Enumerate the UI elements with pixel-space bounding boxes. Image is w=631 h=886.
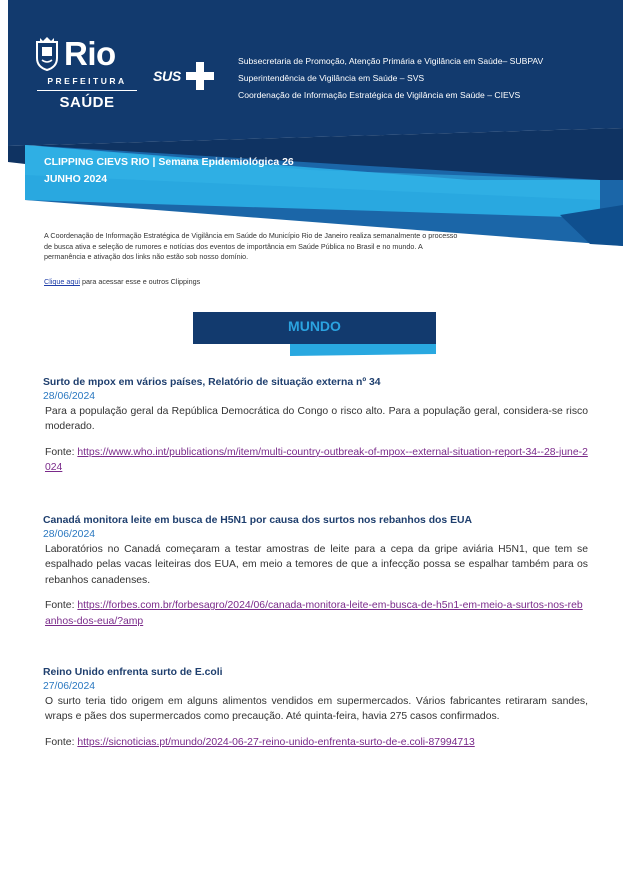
news-source-link[interactable]: https://sicnoticias.pt/mundo/2024-06-27-reino-unido-enfrenta-surto-de-e.coli-87994713	[77, 736, 475, 748]
cross-icon	[184, 60, 216, 92]
city-crest-icon	[34, 36, 60, 72]
clique-aqui-link[interactable]: Clique aqui	[44, 277, 80, 286]
news-date: 27/06/2024	[43, 681, 96, 692]
news-body: O surto teria tido origem em alguns alimentos vendidos em supermercados. Vários fabricantes retiraram sandes, wraps e pães dos supermercados como precaução. Até quinta-feira, havia 275 casos confirmados.	[45, 696, 588, 723]
news-source-label: Fonte:	[45, 736, 78, 748]
intro-paragraph: A Coordenação de Informação Estratégica de Vigilância em Saúde do Município Rio de Janeiro realiza semanalmente o processo de busca ativa e seleção de rumores e notícias dos eventos de importância em Saúde Pública no Brasil e no mundo. A permanência e ativação dos links não estão sob nosso domínio.	[44, 231, 458, 262]
news-source-link[interactable]: https://forbes.com.br/forbesagro/2024/06/canada-monitora-leite-em-busca-de-h5n1-em-meio-a-surtos-nos-rebanhos-dos-eua/?amp	[45, 600, 583, 627]
news-source-label: Fonte:	[45, 446, 78, 458]
section-title: MUNDO	[288, 318, 341, 334]
news-title: Canadá monitora leite em busca de H5N1 por causa dos surtos nos rebanhos dos EUA	[43, 515, 473, 526]
clipping-title-block	[44, 154, 294, 188]
sus-text: SUS	[153, 68, 181, 84]
clique-line	[44, 277, 200, 286]
sus-logo	[153, 60, 216, 92]
section-header-ribbon	[290, 344, 436, 356]
news-source	[45, 735, 588, 750]
news-item	[43, 376, 588, 476]
logo-divider	[37, 90, 137, 91]
clipping-title: CLIPPING CIEVS RIO | Semana Epidemiológica 26	[44, 156, 294, 168]
logo-saude-text: SAÚDE	[59, 94, 115, 111]
news-title: Surto de mpox em vários países, Relatório de situação externa nº 34	[43, 377, 381, 388]
prefeitura-rio-logo	[34, 36, 140, 120]
header-line-svs: Superintendência de Vigilância em Saúde – SVS	[238, 73, 425, 83]
logo-rio-text: Rio	[64, 35, 116, 72]
news-body: Para a população geral da República Democrática do Congo o risco alto. Para a população geral, considera-se risco moderado.	[45, 406, 588, 433]
news-source-link[interactable]: https://www.who.int/publications/m/item/multi-country-outbreak-of-mpox--external-situation-report-34--28-june-2024	[45, 446, 588, 474]
header-departments	[238, 53, 543, 104]
clique-suffix: para acessar esse e outros Clippings	[79, 277, 201, 286]
news-source-label: Fonte:	[45, 600, 78, 612]
header-line-subpav: Subsecretaria de Promoção, Atenção Primária e Vigilância em Saúde– SUBPAV	[238, 56, 544, 66]
news-source	[45, 445, 588, 476]
news-item	[43, 514, 588, 629]
news-source	[45, 598, 588, 629]
clipping-month: JUNHO 2024	[44, 173, 108, 185]
news-date: 28/06/2024	[43, 529, 96, 540]
header-line-cievs: Coordenação de Informação Estratégica de Vigilância em Saúde – CIEVS	[238, 90, 521, 100]
news-date: 28/06/2024	[43, 391, 96, 402]
news-item	[43, 666, 588, 750]
news-body: Laboratórios no Canadá começaram a testar amostras de leite para a cepa da gripe aviária H5N1, que tem se espalhado pelas vacas leiteiras dos EUA, em meio a temores de que a infecção possa se espalhar também para os rebanhos canadenses.	[45, 544, 588, 586]
logo-prefeitura-text: PREFEITURA	[47, 76, 127, 86]
news-title: Reino Unido enfrenta surto de E.coli	[43, 667, 223, 678]
